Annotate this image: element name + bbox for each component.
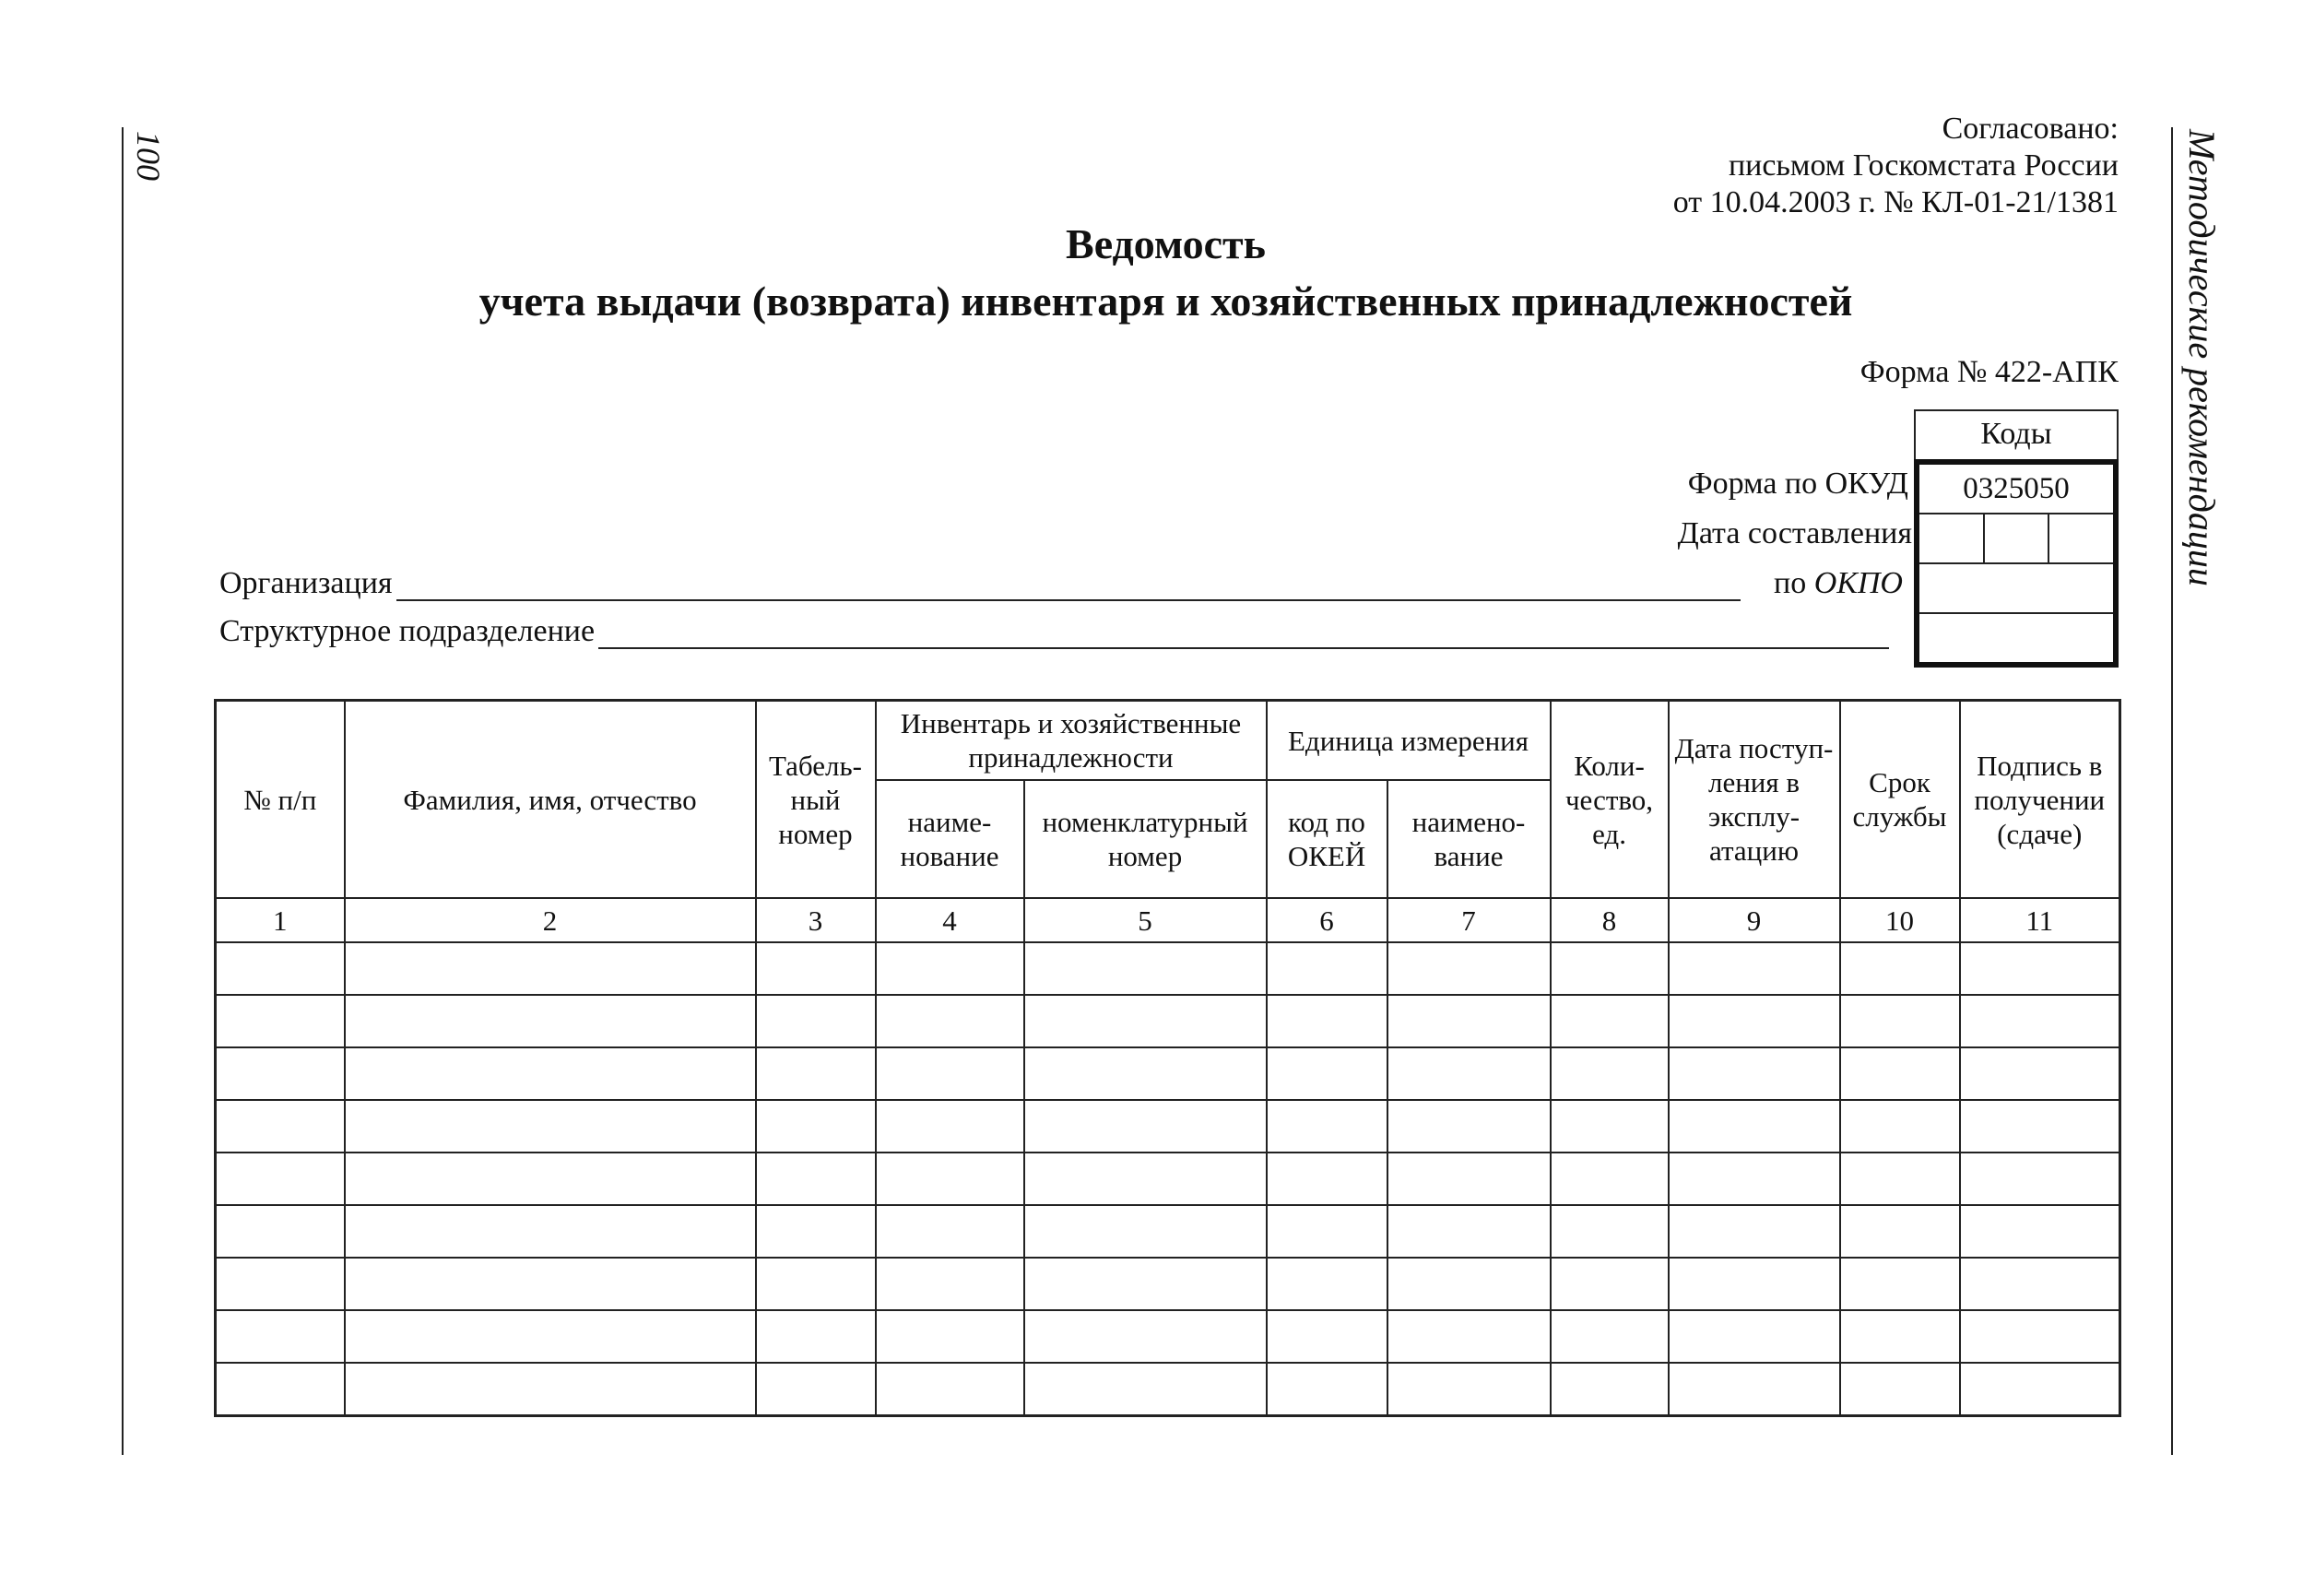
header-inventory-nomenclature: номенклатурный номер	[1024, 780, 1267, 898]
table-cell[interactable]	[345, 1153, 756, 1205]
table-cell[interactable]	[1267, 1047, 1387, 1100]
table-cell[interactable]	[1840, 1100, 1960, 1153]
right-margin-rule	[2171, 127, 2173, 1455]
table-row	[216, 942, 2120, 995]
page-number: 100	[130, 131, 167, 181]
table-cell[interactable]	[1840, 995, 1960, 1047]
table-row	[216, 1310, 2120, 1363]
column-number: 4	[876, 898, 1024, 942]
table-cell[interactable]	[345, 1363, 756, 1416]
table-cell[interactable]	[756, 1363, 876, 1416]
column-number: 2	[345, 898, 756, 942]
table-cell[interactable]	[876, 1363, 1024, 1416]
table-cell[interactable]	[876, 1258, 1024, 1310]
table-row	[216, 1153, 2120, 1205]
department-code-cell[interactable]	[1919, 614, 2113, 662]
table-cell[interactable]	[756, 1310, 876, 1363]
table-cell[interactable]	[1387, 1258, 1551, 1310]
table-cell[interactable]	[1024, 1363, 1267, 1416]
department-label: Структурное подразделение	[219, 614, 596, 648]
table-cell[interactable]	[1551, 995, 1669, 1047]
table-cell[interactable]	[1960, 1258, 2120, 1310]
table-cell[interactable]	[1840, 1310, 1960, 1363]
approval-line-2: письмом Госкомстата России	[1728, 148, 2119, 183]
table-cell[interactable]	[216, 1153, 345, 1205]
table-cell[interactable]	[1267, 1153, 1387, 1205]
table-cell[interactable]	[1669, 1363, 1840, 1416]
approval-line-1: Согласовано:	[1942, 112, 2119, 146]
header-signature: Подпись в получении (сдаче)	[1960, 701, 2120, 899]
table-cell[interactable]	[1024, 1258, 1267, 1310]
codes-body	[1914, 459, 2119, 668]
table-cell[interactable]	[1669, 995, 1840, 1047]
table-cell[interactable]	[756, 995, 876, 1047]
column-number: 5	[1024, 898, 1267, 942]
approval-block	[1673, 111, 2119, 221]
table-cell[interactable]	[1669, 1153, 1840, 1205]
table-cell[interactable]	[216, 942, 345, 995]
table-cell[interactable]	[216, 1258, 345, 1310]
table-cell[interactable]	[1840, 1363, 1960, 1416]
okud-code-cell[interactable]: 0325050	[1919, 465, 2113, 514]
header-tab-number: Табель-ный номер	[756, 701, 876, 899]
table-cell[interactable]	[1024, 995, 1267, 1047]
header-unit-name: наимено-вание	[1387, 780, 1551, 898]
header-unit-group: Единица измерения	[1267, 701, 1551, 781]
approval-line-3: от 10.04.2003 г. № КЛ-01-21/1381	[1672, 185, 2119, 219]
ledger-table	[214, 699, 2121, 1417]
date-code-cells[interactable]	[1919, 514, 2113, 564]
table-cell[interactable]	[1960, 1047, 2120, 1100]
date-month-cell[interactable]	[1985, 514, 2050, 562]
table-cell[interactable]	[1551, 1100, 1669, 1153]
table-cell[interactable]	[1960, 995, 2120, 1047]
organization-input-line[interactable]	[396, 572, 1741, 601]
document-title: Ведомость	[1066, 220, 1266, 267]
column-number: 9	[1669, 898, 1840, 942]
table-cell[interactable]	[1669, 1258, 1840, 1310]
table-cell[interactable]	[1024, 942, 1267, 995]
table-cell[interactable]	[1551, 1258, 1669, 1310]
form-number: Форма № 422-АПК	[1859, 355, 2119, 389]
table-cell[interactable]	[1551, 1363, 1669, 1416]
table-cell[interactable]	[1387, 942, 1551, 995]
table-cell[interactable]	[756, 942, 876, 995]
table-cell[interactable]	[1960, 1363, 2120, 1416]
left-margin-rule	[122, 127, 124, 1455]
date-day-cell[interactable]	[1919, 514, 1985, 562]
table-cell[interactable]	[1669, 1100, 1840, 1153]
header-full-name: Фамилия, имя, отчество	[345, 701, 756, 899]
table-cell[interactable]	[1840, 1205, 1960, 1258]
table-row	[216, 1205, 2120, 1258]
okud-label: Форма по ОКУД	[1687, 467, 1908, 501]
table-cell[interactable]	[1267, 1363, 1387, 1416]
table-cell[interactable]	[1387, 1047, 1551, 1100]
table-cell[interactable]	[345, 1205, 756, 1258]
organization-label: Организация	[219, 566, 393, 600]
table-cell[interactable]	[876, 995, 1024, 1047]
header-inventory-group: Инвентарь и хозяйственные принадлежности	[876, 701, 1267, 781]
table-cell[interactable]	[1960, 1310, 2120, 1363]
table-cell[interactable]	[1267, 1310, 1387, 1363]
date-year-cell[interactable]	[2049, 514, 2113, 562]
table-cell[interactable]	[756, 1153, 876, 1205]
codes-box	[1914, 409, 2119, 668]
table-cell[interactable]	[756, 1258, 876, 1310]
header-commission-date: Дата поступ-ления в эксплу-атацию	[1669, 701, 1840, 899]
table-cell[interactable]	[1551, 1047, 1669, 1100]
table-cell[interactable]	[876, 1047, 1024, 1100]
table-cell[interactable]	[216, 1363, 345, 1416]
codes-header: Коды	[1914, 409, 2119, 459]
table-cell[interactable]	[876, 1310, 1024, 1363]
header-unit-code: код по ОКЕЙ	[1267, 780, 1387, 898]
table-cell[interactable]	[1840, 1153, 1960, 1205]
header-service-life: Срок службы	[1840, 701, 1960, 899]
date-label: Дата составления	[1677, 516, 1912, 550]
table-cell[interactable]	[756, 1205, 876, 1258]
document-subtitle: учета выдачи (возврата) инвентаря и хозяйственных принадлежностей	[478, 278, 1853, 325]
header-inventory-name: наиме-нование	[876, 780, 1024, 898]
column-number: 10	[1840, 898, 1960, 942]
table-cell[interactable]	[1387, 1363, 1551, 1416]
column-number: 11	[1960, 898, 2120, 942]
table-cell[interactable]	[1387, 1205, 1551, 1258]
table-cell[interactable]	[1024, 1153, 1267, 1205]
table-row	[216, 1258, 2120, 1310]
table-cell[interactable]	[345, 1047, 756, 1100]
table-row	[216, 995, 2120, 1047]
column-number: 6	[1267, 898, 1387, 942]
table-row	[216, 1047, 2120, 1100]
table-cell[interactable]	[1669, 1310, 1840, 1363]
table-cell[interactable]	[1551, 1153, 1669, 1205]
okpo-code-cell[interactable]	[1919, 564, 2113, 614]
table-cell[interactable]	[1960, 1100, 2120, 1153]
table-cell[interactable]	[1551, 942, 1669, 995]
table-cell[interactable]	[756, 1047, 876, 1100]
organization-field	[219, 566, 1741, 601]
department-input-line[interactable]	[598, 620, 1889, 649]
table-cell[interactable]	[1551, 1310, 1669, 1363]
table-cell[interactable]	[216, 1047, 345, 1100]
table-cell[interactable]	[1669, 1205, 1840, 1258]
table-cell[interactable]	[1960, 1153, 2120, 1205]
table-cell[interactable]	[876, 942, 1024, 995]
table-cell[interactable]	[1267, 942, 1387, 995]
table-cell[interactable]	[345, 1258, 756, 1310]
table-cell[interactable]	[216, 995, 345, 1047]
table-cell[interactable]	[1387, 995, 1551, 1047]
table-cell[interactable]	[345, 995, 756, 1047]
table-cell[interactable]	[1267, 995, 1387, 1047]
table-cell[interactable]	[345, 1310, 756, 1363]
okpo-label: по ОКПО	[1774, 566, 1903, 600]
table-cell[interactable]	[1267, 1258, 1387, 1310]
table-cell[interactable]	[1840, 942, 1960, 995]
column-number: 8	[1551, 898, 1669, 942]
table-cell[interactable]	[1267, 1205, 1387, 1258]
side-caption: Методические рекомендации	[2181, 129, 2223, 586]
table-cell[interactable]	[1669, 942, 1840, 995]
table-cell[interactable]	[876, 1205, 1024, 1258]
table-cell[interactable]	[216, 1205, 345, 1258]
table-cell[interactable]	[216, 1310, 345, 1363]
table-cell[interactable]	[1840, 1258, 1960, 1310]
table-cell[interactable]	[216, 1100, 345, 1153]
column-number-row	[216, 898, 2120, 942]
table-cell[interactable]	[1024, 1205, 1267, 1258]
column-number: 1	[216, 898, 345, 942]
header-quantity: Коли-чество, ед.	[1551, 701, 1669, 899]
table-cell[interactable]	[1267, 1100, 1387, 1153]
table-cell[interactable]	[1669, 1047, 1840, 1100]
table-cell[interactable]	[876, 1153, 1024, 1205]
department-field	[219, 614, 1889, 649]
header-row-number: № п/п	[216, 701, 345, 899]
table-cell[interactable]	[1024, 1100, 1267, 1153]
table-cell[interactable]	[1024, 1047, 1267, 1100]
table-cell[interactable]	[345, 942, 756, 995]
table-row	[216, 1363, 2120, 1416]
table-cell[interactable]	[1960, 942, 2120, 995]
table-cell[interactable]	[1024, 1310, 1267, 1363]
column-number: 3	[756, 898, 876, 942]
table-cell[interactable]	[756, 1100, 876, 1153]
table-cell[interactable]	[1960, 1205, 2120, 1258]
table-cell[interactable]	[1387, 1100, 1551, 1153]
table-cell[interactable]	[1840, 1047, 1960, 1100]
table-cell[interactable]	[876, 1100, 1024, 1153]
table-cell[interactable]	[1551, 1205, 1669, 1258]
table-cell[interactable]	[345, 1100, 756, 1153]
table-cell[interactable]	[1387, 1153, 1551, 1205]
column-number: 7	[1387, 898, 1551, 942]
table-cell[interactable]	[1387, 1310, 1551, 1363]
table-row	[216, 1100, 2120, 1153]
